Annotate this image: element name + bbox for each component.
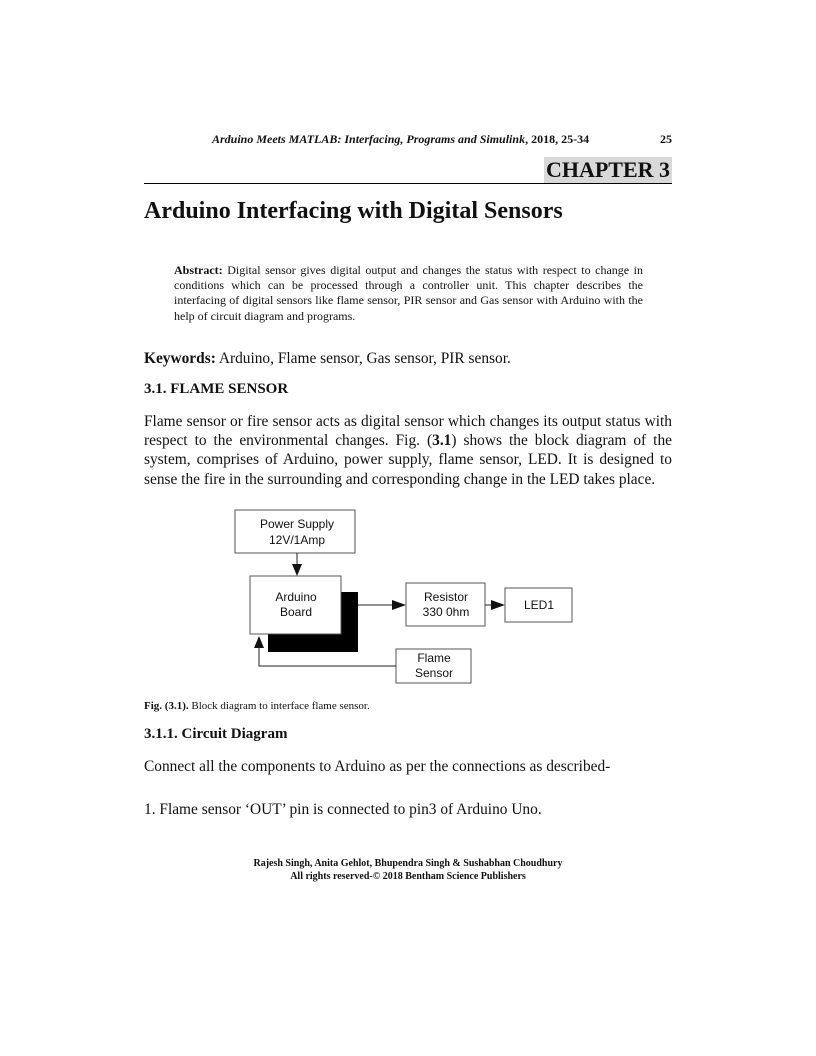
power-supply-label-2: 12V/1Amp (268, 533, 326, 547)
para-start: Flame sensor or fire sensor acts as digital sensor which changes its output status with respect to the environmental changes. Fig. ( (144, 413, 672, 450)
figure-caption-text: Block diagram to interface flame sensor. (188, 700, 370, 712)
arduino-label-1: Arduino (275, 590, 317, 604)
section-heading-3-1: 3.1. FLAME SENSOR (144, 381, 289, 397)
arduino-label-2: Board (279, 605, 313, 619)
arrow-head-flame (254, 636, 264, 648)
resistor-label-1: Resistor (423, 590, 469, 604)
footer-rights: All rights reserved-© 2018 Bentham Science Publishers (290, 871, 526, 882)
para-end: ) shows the block diagram of the system, comprises of Arduino, power supply, flame sensor, LED. It is designed to sense the fire in the surrounding and corresponding change in the LED takes place. (144, 432, 672, 488)
arrow-head-resistor (392, 600, 406, 610)
footer (144, 857, 672, 883)
list-item: 1. Flame sensor ‘OUT’ pin is connected to pin3 of Arduino Uno. (144, 801, 542, 818)
resistor-label-2: 330 0hm (422, 605, 470, 619)
section-3-1-1-paragraph: Connect all the components to Arduino as per the connections as described- (144, 758, 611, 775)
led-label: LED1 (523, 598, 555, 612)
page-number: 25 (660, 132, 672, 146)
keywords-label: Keywords: (144, 350, 216, 367)
figure-caption-label: Fig. (3.1). (144, 700, 189, 712)
flame-label-1: Flame (417, 651, 451, 665)
fig-ref: 3.1 (432, 432, 452, 450)
chapter-title: Arduino Interfacing with Digital Sensors (144, 198, 563, 224)
abstract-text: Digital sensor gives digital output and changes the status with respect to change in conditions which can be processed through a controller unit. This chapter describes the interfacing of digital sensors like flame sensor, PIR sensor and Gas sensor with Arduino with the help of circuit diagram and programs. (174, 263, 644, 323)
section-heading-3-1-1: 3.1.1. Circuit Diagram (144, 726, 288, 742)
chapter-label: CHAPTER 3 (545, 157, 670, 182)
power-supply-label-1: Power Supply (259, 517, 335, 531)
figure-caption (144, 700, 370, 712)
abstract-label: Abstract: (174, 263, 223, 277)
footer-authors: Rajesh Singh, Anita Gehlot, Bhupendra Singh & Sushabhan Choudhury (253, 858, 563, 869)
keywords-text: Arduino, Flame sensor, Gas sensor, PIR sensor. (218, 350, 511, 367)
flame-label-2: Sensor (414, 666, 454, 680)
arrow-head-power (292, 564, 302, 576)
journal-year-pages: , 2018, 25-34 (525, 132, 590, 146)
arrow-head-led (491, 600, 505, 610)
journal-title: Arduino Meets MATLAB: Interfacing, Programs and Simulink (212, 132, 526, 146)
